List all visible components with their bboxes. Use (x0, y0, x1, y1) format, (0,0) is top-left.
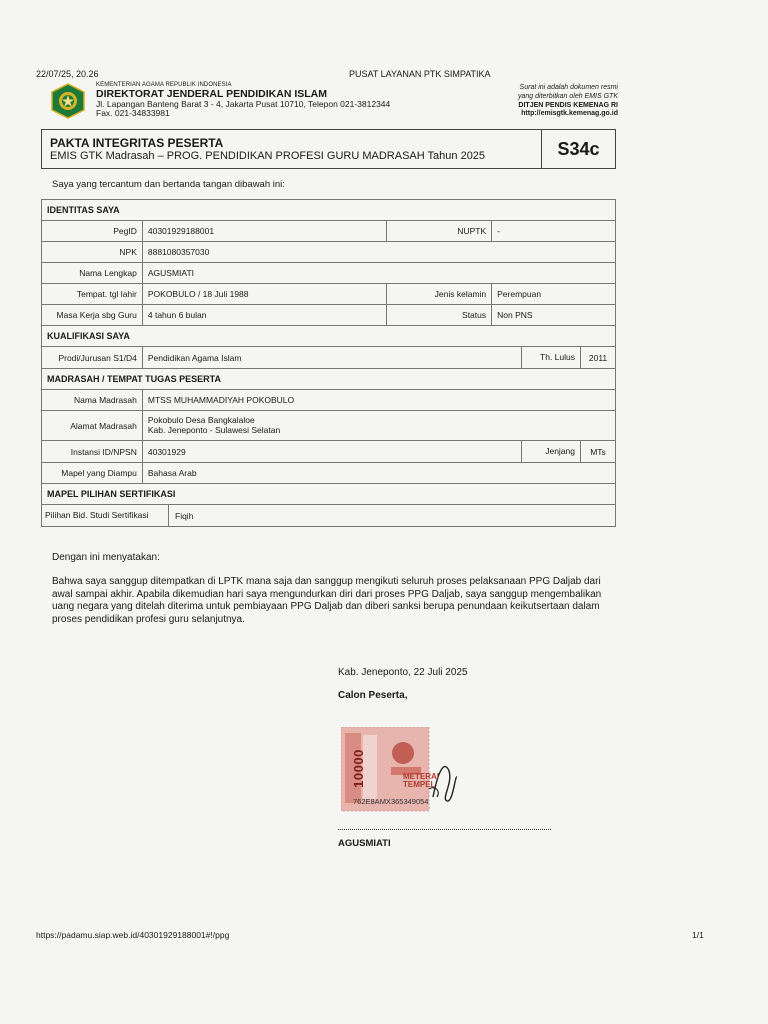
madrasah-nama-value: MTSS MUHAMMADIYAH POKOBULO (142, 390, 615, 411)
nuptk-value: - (492, 221, 616, 242)
jk-label: Jenis kelamin (387, 284, 492, 305)
directorate-name: DIREKTORAT JENDERAL PENDIDIKAN ISLAM (96, 87, 328, 100)
org-fax: Fax. 021-34833981 (96, 108, 170, 119)
document-title: PAKTA INTEGRITAS PESERTA (50, 136, 224, 150)
stamp-value: 10000 (350, 748, 366, 788)
status-value: Non PNS (492, 305, 616, 326)
mapel-value: Bahasa Arab (142, 463, 615, 484)
masa-label: Masa Kerja sbg Guru (42, 305, 143, 326)
section-identitas: IDENTITAS SAYA (42, 200, 616, 221)
note-line-2: yang diterbitkan oleh EMIS GTK (518, 92, 618, 100)
stamp-label-1: METERAI (403, 772, 439, 781)
masa-value: 4 tahun 6 bulan (142, 305, 386, 326)
page-number: 1/1 (692, 930, 704, 940)
jenjang-value: MTs (590, 446, 606, 457)
bidang-label: Pilihan Bid. Studi Sertifikasi (42, 505, 169, 526)
table-row (42, 441, 616, 463)
jenjang-cell (522, 441, 616, 463)
pegid-value: 40301929188001 (142, 221, 386, 242)
table-row (42, 305, 616, 326)
madrasah-alamat-value (142, 411, 615, 441)
signatory-name: AGUSMIATI (338, 838, 391, 849)
ministry-name: KEMENTERIAN AGAMA REPUBLIK INDONESIA (96, 82, 232, 88)
document-subtitle: EMIS GTK Madrasah – PROG. PENDIDIKAN PROFESI GURU MADRASAH Tahun 2025 (50, 150, 486, 162)
madrasah-alamat-label: Alamat Madrasah (42, 411, 143, 441)
instansi-value: 40301929 (142, 441, 521, 463)
pegid-label: PegID (42, 221, 143, 242)
nuptk-label: NUPTK (387, 221, 492, 242)
section-mapel-pilihan: MAPEL PILIHAN SERTIFIKASI (42, 484, 616, 505)
lulus-value: 2011 (588, 352, 608, 363)
nama-value: AGUSMIATI (142, 263, 615, 284)
table-row (42, 390, 616, 411)
document-title-box (41, 129, 616, 169)
nama-label: Nama Lengkap (42, 263, 143, 284)
stamp-serial: 762E8AMX365349054 (353, 797, 429, 806)
table-row (42, 347, 616, 369)
note-line-1: Surat ini adalah dokumen resmi (519, 84, 618, 91)
participant-form-table (41, 199, 616, 527)
table-row (42, 463, 616, 484)
npk-value: 8881080357030 (142, 242, 615, 263)
table-row (42, 242, 616, 263)
table-row (42, 221, 616, 242)
section-kualifikasi: KUALIFIKASI SAYA (42, 326, 616, 347)
service-title: PUSAT LAYANAN PTK SIMPATIKA (349, 69, 491, 79)
jk-value: Perempuan (492, 284, 616, 305)
lulus-cell (522, 347, 616, 369)
organization-block (96, 82, 390, 119)
table-row (42, 411, 616, 441)
declaration-body: Bahwa saya sanggup ditempatkan di LPTK mana saja dan sanggup mengikuti seluruh proses pelaksanaan PPG Daljab dari awal sampai akhir. Apabila dikemudian hari saya mengundurkan diri dari proses PPG Daljab, saya sanggup mengembalikan uang negara yang ditelah diterima untuk pembiayaan PPG Daljab dan diberi sanksi berupa penundaan keikutsertaan dalam proses pendidikan profesi guru selanjutnya. (52, 576, 602, 625)
print-timestamp: 22/07/25, 20.26 (36, 69, 99, 79)
table-row (42, 505, 616, 527)
prodi-label: Prodi/Jurusan S1/D4 (42, 347, 143, 369)
signature-place-date: Kab. Jeneponto, 22 Juli 2025 (338, 667, 468, 678)
jenjang-label: Jenjang (522, 441, 581, 462)
npk-label: NPK (42, 242, 143, 263)
instansi-label: Instansi ID/NPSN (42, 441, 143, 463)
intro-text: Saya yang tercantum dan bertanda tangan dibawah ini: (52, 179, 285, 190)
bidang-cell (42, 505, 616, 527)
ttl-label: Tempat. tgl lahir (42, 284, 143, 305)
section-madrasah: MADRASAH / TEMPAT TUGAS PESERTA (42, 369, 616, 390)
table-row (42, 263, 616, 284)
lulus-label: Th. Lulus (522, 347, 581, 368)
signature-line (338, 829, 551, 830)
note-line-3: DITJEN PENDIS KEMENAG RI (518, 101, 618, 109)
footer-url: https://padamu.siap.web.id/40301929188001#!/ppg (36, 930, 230, 940)
kemenag-logo-icon (50, 83, 86, 119)
stamp-label-block (403, 773, 439, 789)
official-document-note (488, 84, 618, 119)
ttl-value: POKOBULO / 18 Juli 1988 (142, 284, 386, 305)
alamat-line-2: Kab. Jeneponto - Sulawesi Selatan (147, 424, 281, 435)
status-label: Status (387, 305, 492, 326)
meterai-stamp (341, 727, 459, 819)
note-url: http://emisgtk.kemenag.go.id (521, 110, 618, 118)
alamat-line-1: Pokobulo Desa Bangkalaloe (147, 415, 255, 426)
table-row (42, 284, 616, 305)
declaration-heading: Dengan ini menyatakan: (52, 552, 160, 563)
signature-role: Calon Peserta, (338, 690, 408, 701)
stamp-label-2: TEMPEL (403, 780, 436, 789)
form-code: S34c (541, 130, 615, 168)
mapel-label: Mapel yang Diampu (42, 463, 143, 484)
madrasah-nama-label: Nama Madrasah (42, 390, 143, 411)
org-address: Jl. Lapangan Banteng Barat 3 - 4, Jakarta Pusat 10710, Telepon 021-3812344 (96, 99, 391, 110)
prodi-value: Pendidikan Agama Islam (142, 347, 521, 369)
bidang-value: Fiqih (175, 510, 194, 521)
